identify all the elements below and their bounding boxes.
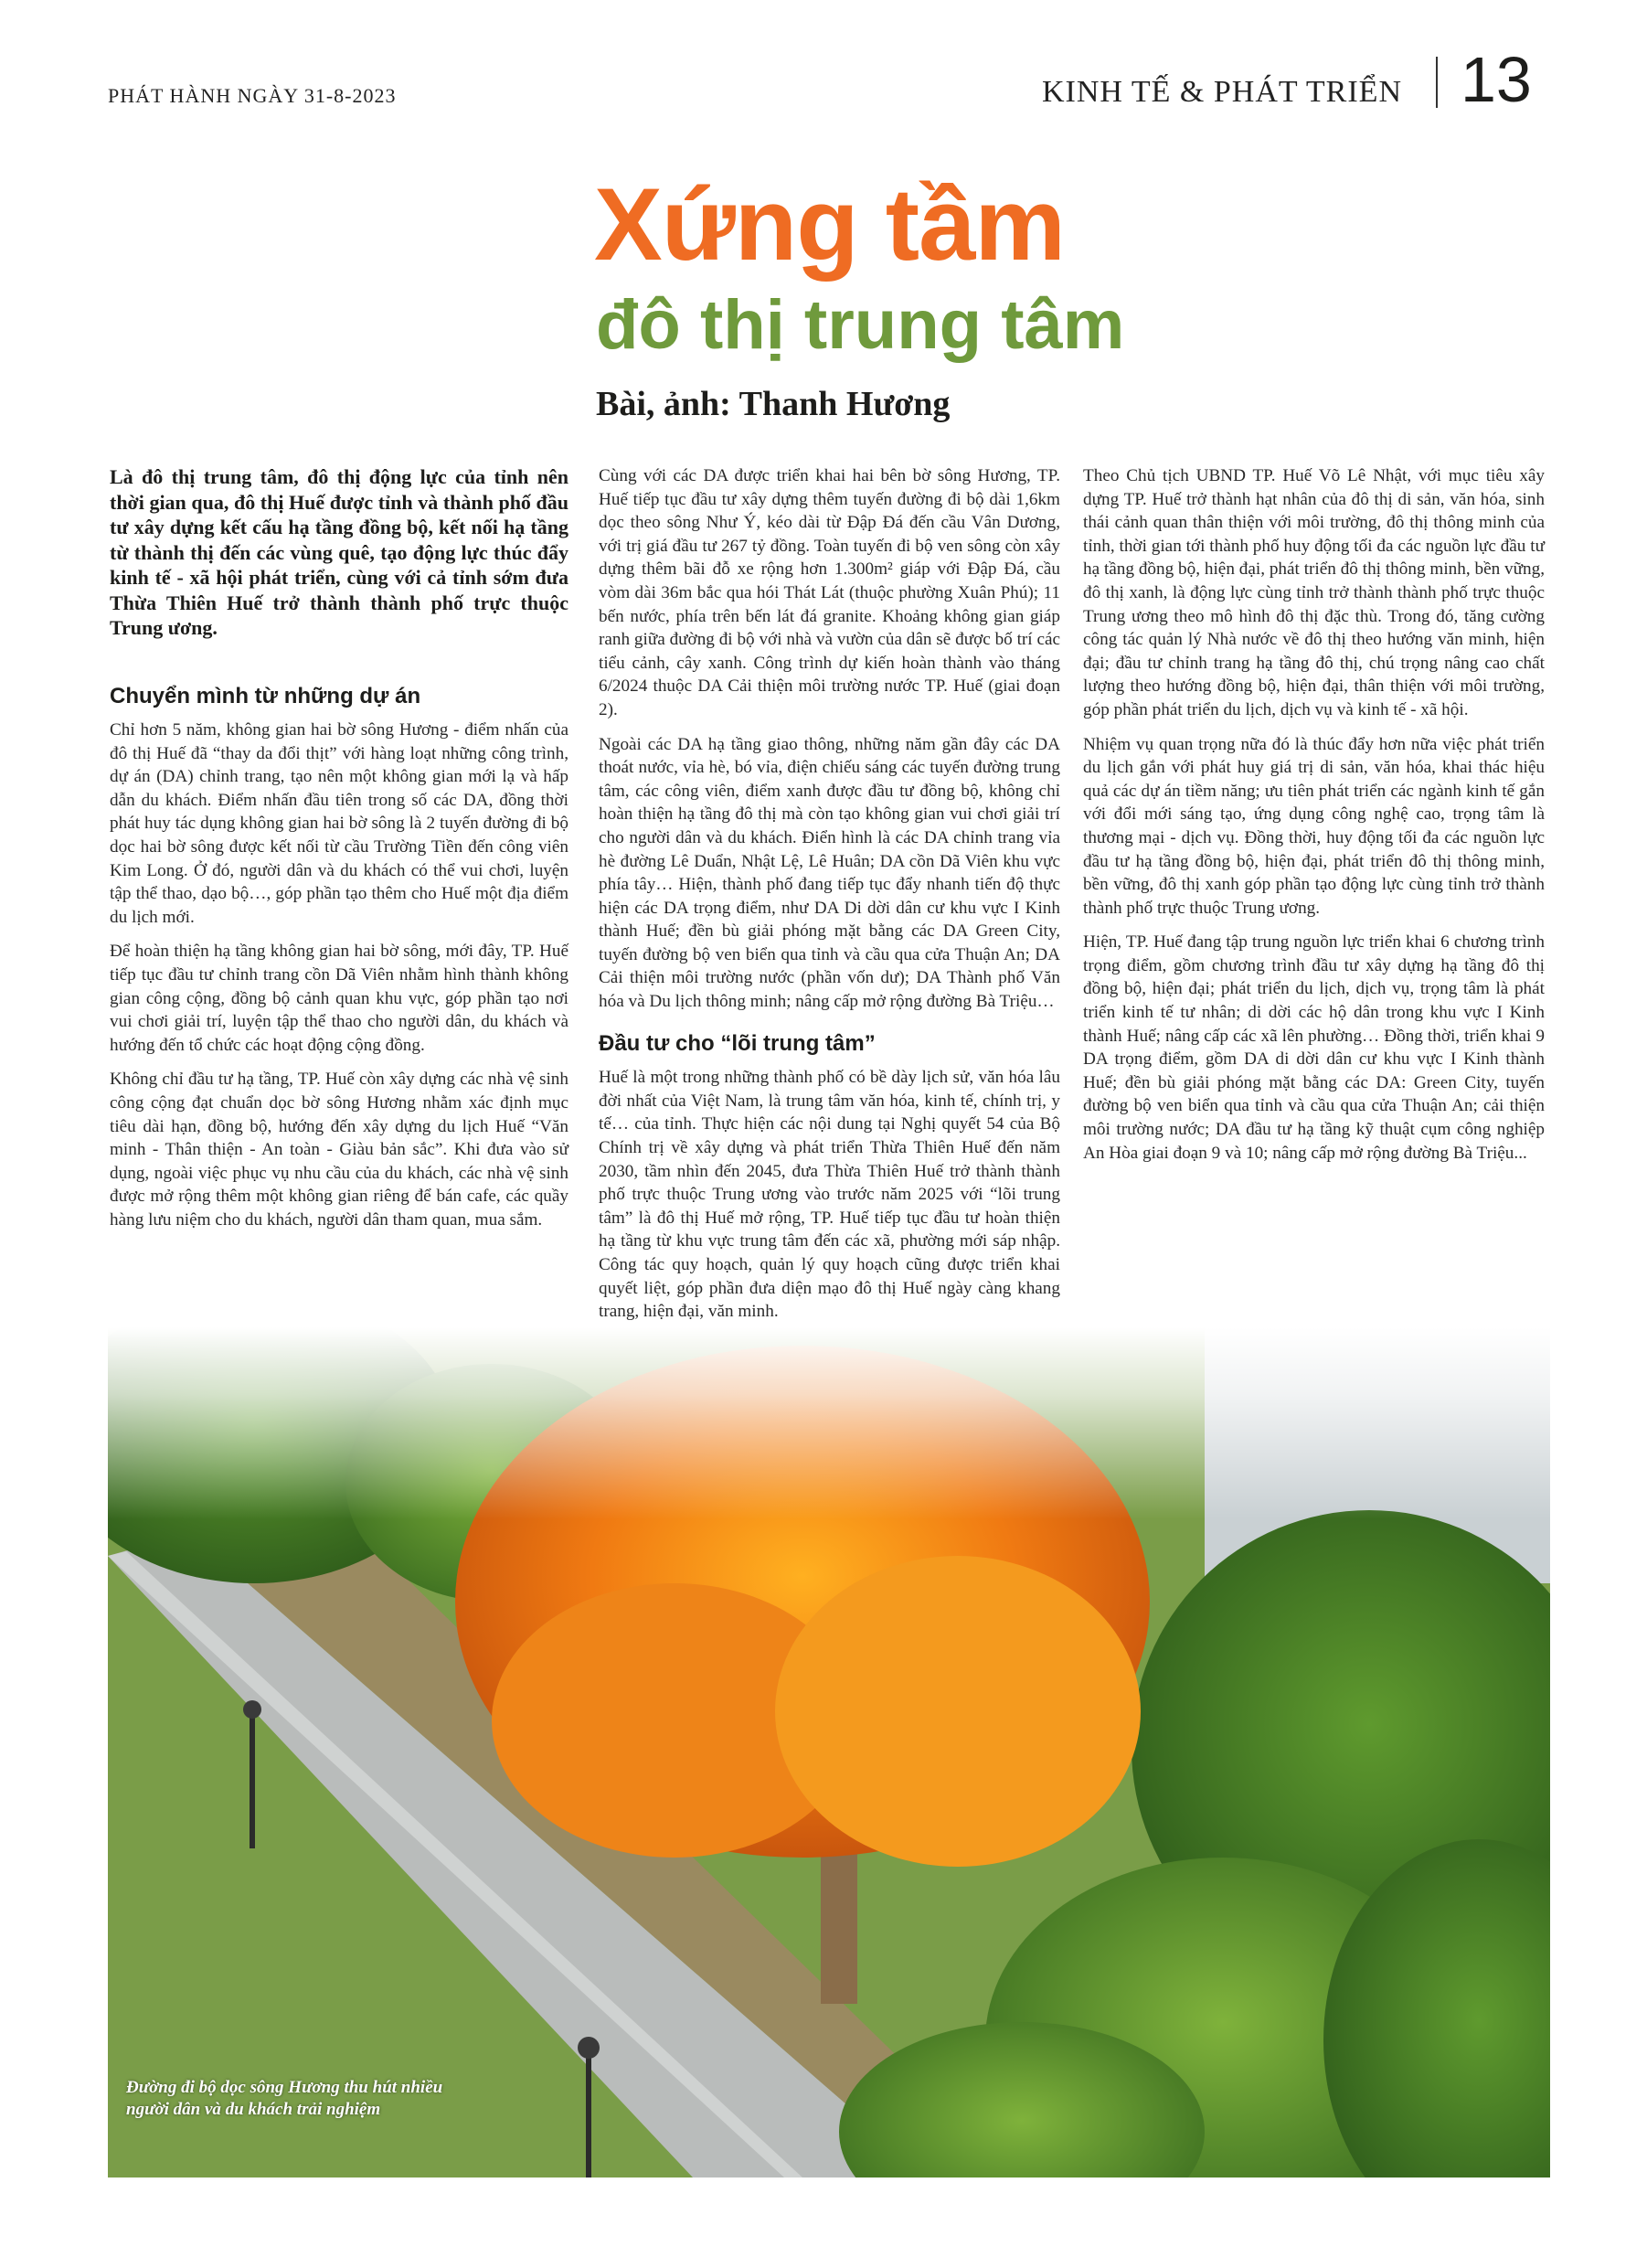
paragraph: Nhiệm vụ quan trọng nữa đó là thúc đẩy hơn nữa việc phát triển du lịch gắn với phát huy giá trị di sản, văn hóa, khai thác hiệu quả các dự án tiềm năng; ưu tiên phát triển các ngành kinh tế gắn với đổi mới sáng tạo, ứng dụng công nghệ cao, trọng tâm là thương mại - dịch vụ. Đồng thời, huy động tối đa các nguồn lực đầu tư hạ tầng đồng bộ, hiện đại, phát triển đô thị thông minh, bền vững, đô thị xanh góp phần tạo động lực cùng tỉnh trở thành thành phố trực thuộc Trung ương. — [1083, 734, 1545, 918]
paragraph: Không chỉ đầu tư hạ tầng, TP. Huế còn xây dựng các nhà vệ sinh công cộng đạt chuẩn dọc bờ sông Hương nhằm xác định mục tiêu dài hạn, đồng bộ, hướng đến xây dựng du lịch Huế “Văn minh - Thân thiện - An toàn - Giàu bản sắc”. Khi đưa vào sử dụng, ngoài việc phục vụ nhu cầu của du khách, các nhà vệ sinh được mở rộng thêm một không gian riêng để bán cafe, các quầy hàng lưu niệm cho du khách, người dân tham quan, mua sắm. — [110, 1070, 568, 1230]
paragraph: Ngoài các DA hạ tầng giao thông, những năm gần đây các DA thoát nước, vỉa hè, bó vỉa, điện chiếu sáng các tuyến đường trung tâm, các công viên, điểm xanh được đầu tư đồng bộ, không chỉ hoàn thiện hạ tầng đô thị mà còn tạo không gian vui chơi giải trí cho người dân và du khách. Điển hình là các DA chỉnh trang vỉa hè đường Lê Duẩn, Nhật Lệ, Lê Huân; DA cồn Dã Viên khu vực phía tây… Hiện, thành phố đang tiếp tục đẩy nhanh tiến độ thực hiện các DA trọng điểm, như DA Di dời dân cư khu vực I Kinh thành Huế; đền bù giải phóng mặt bằng các DA Green City, tuyến đường bộ ven biển qua tỉnh và cầu qua cửa Thuận An; DA Cải thiện môi trường nước (phần vốn dư); DA Thành phố Văn hóa và Du lịch thông minh; nâng cấp mở rộng đường Bà Triệu… — [599, 734, 1060, 1012]
paragraph: Huế là một trong những thành phố có bề dày lịch sử, văn hóa lâu đời nhất của Việt Nam, là trung tâm văn hóa, kinh tế, chính trị, y tế… của tỉnh. Thực hiện các nội dung tại Nghị quyết 54 của Bộ Chính trị về xây dựng và phát triển Thừa Thiên Huế đến năm 2030, tầm nhìn đến 2045, đưa Thừa Thiên Huế trở thành thành phố trực thuộc Trung ương vào trước năm 2025 với “lõi trung tâm” là đô thị Huế mở rộng, TP. Huế tiếp tục đầu tư hoàn thiện hạ tầng từ khu vực trung tâm đến các xã, phường mới sáp nhập. Công tác quy hoạch, quản lý quy hoạch cũng được triển khai quyết liệt, góp phần đưa diện mạo đô thị Huế ngày càng khang trang, hiện đại, văn minh. — [599, 1068, 1060, 1322]
article-column-1 — [110, 464, 568, 1243]
subheading-1: Chuyển mình từ những dự án — [110, 683, 421, 708]
article-byline: Bài, ảnh: Thanh Hương — [596, 385, 951, 423]
article-lead: Là đô thị trung tâm, đô thị động lực của tỉnh nên thời gian qua, đô thị Huế được tỉnh và thành phố đầu tư xây dựng kết cấu hạ tầng đồng bộ, kết nối hạ tầng từ thành thị đến các vùng quê, tạo động lực thúc đẩy kinh tế - xã hội phát triển, cùng với cả tỉnh sớm đưa Thừa Thiên Huế trở thành thành phố trực thuộc Trung ương. — [110, 465, 568, 639]
issue-date: PHÁT HÀNH NGÀY 31-8-2023 — [108, 84, 397, 107]
section-title: KINH TẾ & PHÁT TRIỂN — [1042, 75, 1402, 109]
page-header — [0, 0, 1647, 128]
photo-fade — [108, 1327, 1550, 1519]
paragraph: Theo Chủ tịch UBND TP. Huế Võ Lê Nhật, với mục tiêu xây dựng TP. Huế trở thành hạt nhân của đô thị di sản, văn hóa, sinh thái cảnh quan thân thiện với môi trường, đô thị thông minh của tỉnh, thời gian tới thành phố huy động tối đa các nguồn lực đầu tư hạ tầng đồng bộ, hiện đại, phát triển đô thị thông minh, bền vững, đô thị xanh, là động lực cùng tỉnh trở thành thành phố trực thuộc Trung ương theo mô hình đô thị đặc thù. Trong đó, tăng cường công tác quản lý Nhà nước về đô thị theo hướng văn minh, hiện đại; đầu tư chỉnh trang hạ tầng đô thị, chú trọng nâng cao chất lượng theo hướng đồng bộ, hiện đại, thân thiện với môi trường, góp phần phát triển du lịch, dịch vụ và kinh tế - xã hội. — [1083, 466, 1545, 719]
page-number: 13 — [1461, 44, 1532, 115]
paragraph: Chỉ hơn 5 năm, không gian hai bờ sông Hương - điểm nhấn của đô thị Huế đã “thay da đổi thịt” với hàng loạt những công trình, dự án (DA) chỉnh trang, tạo nên một không gian mới lạ và hấp dẫn du khách. Điểm nhấn đầu tiên trong số các DA, đồng thời phát huy tác dụng không gian hai bờ sông là 2 tuyến đường đi bộ dọc hai bờ sông được kết nối từ cầu Trường Tiền đến công viên Kim Long. Ở đó, người dân và du khách có thể vui chơi, luyện tập thể thao, dạo bộ…, góp phần tạo thêm cho Huế một địa điểm du lịch mới. — [110, 720, 568, 927]
paragraph: Cùng với các DA được triển khai hai bên bờ sông Hương, TP. Huế tiếp tục đầu tư xây dựng thêm tuyến đường đi bộ dài 1,6km dọc theo sông Như Ý, kéo dài từ Đập Đá đến cầu Vân Dương, với trị giá đầu tư 267 tỷ đồng. Toàn tuyến đi bộ ven sông còn xây dựng thêm bãi đỗ xe rộng hơn 1.300m² giáp với Đập Đá, cầu vòm dài 36m bắc qua hói Thát Lát (thuộc phường Xuân Phú); 11 bến nước, phía trên bến lát đá granite. Khoảng không gian giáp ranh giữa đường đi bộ với nhà và vườn của dân sẽ được bố trí các tiểu cảnh, cây xanh. Công trình dự kiến hoàn thành vào tháng 6/2024 thuộc DA Cải thiện môi trường nước TP. Huế (giai đoạn 2). — [599, 466, 1060, 719]
article-column-3 — [1083, 464, 1545, 1176]
photo-caption: Đường đi bộ dọc sông Hương thu hút nhiều người dân và du khách trải nghiệm — [126, 2078, 443, 2119]
paragraph: Hiện, TP. Huế đang tập trung nguồn lực triển khai 6 chương trình trọng điểm, gồm chương trình đầu tư xây dựng hạ tầng đô thị đồng bộ, hiện đại; phát triển du lịch, dịch vụ, trọng tâm là phát triển kinh tế tư nhân; di dời các hộ dân trong khu vực I Kinh thành Huế; nâng cấp các xã lên phường… Đồng thời, triển khai 9 DA trọng điểm, gồm DA di dời dân cư khu vực I Kinh thành Huế; đền bù giải phóng mặt bằng các DA: Green City, tuyến đường bộ ven biển qua tỉnh và cầu qua cửa Thuận An; cải thiện môi trường nước; DA đầu tư hạ tầng kỹ thuật cụm công nghiệp An Hòa giai đoạn 9 và 10; nâng cấp mở rộng đường Bà Triệu... — [1083, 932, 1545, 1163]
paragraph: Để hoàn thiện hạ tầng không gian hai bờ sông, mới đây, TP. Huế tiếp tục đầu tư chỉnh trang cồn Dã Viên nhằm hình thành không gian công cộng, đồng bộ cảnh quan khu vực, góp phần tạo nơi vui chơi giải trí, luyện tập thể thao cho người dân, du khách và hướng đến tổ chức các hoạt động cộng đồng. — [110, 942, 568, 1055]
header-divider — [1436, 57, 1438, 108]
article-photo — [108, 1327, 1550, 2177]
article-subtitle: đô thị trung tâm — [596, 286, 1125, 364]
subheading-2: Đầu tư cho “lõi trung tâm” — [599, 1030, 876, 1056]
article-column-2 — [599, 464, 1060, 1335]
article-title: Xứng tầm — [594, 167, 1065, 282]
